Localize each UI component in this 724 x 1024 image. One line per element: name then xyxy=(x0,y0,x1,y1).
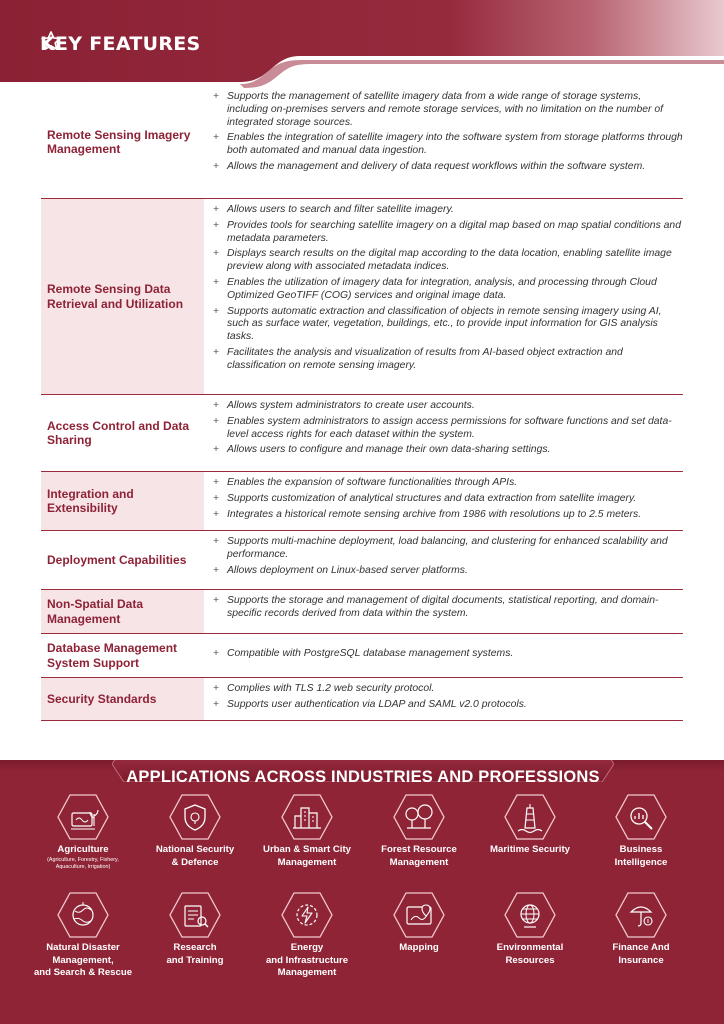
feature-item: + Supports customization of analytical structures and data extraction from satellite imagery. xyxy=(211,493,683,506)
application-agriculture xyxy=(27,794,139,871)
application-energy-infrastructure xyxy=(251,892,363,980)
feature-item: + Supports the management of satellite imagery data from a wide range of storage systems, including on-premises servers and remote storage services, with no limitation on the number of integrated storage sources. xyxy=(211,91,683,129)
application-forest-resource xyxy=(363,794,475,869)
feature-item: + Supports automatic extraction and classification of objects in remote sensing imagery using AI, such as surface water, vegetation, buildings, etc., to provide input information for GIS analysis tasks. xyxy=(211,306,683,344)
research-icon xyxy=(169,892,221,938)
feature-category: Security Standards xyxy=(41,678,204,720)
feature-row xyxy=(41,678,683,721)
disaster-icon xyxy=(57,892,109,938)
feature-description xyxy=(204,395,683,471)
application-label: Natural Disaster Management, and Search & Rescue xyxy=(33,942,133,979)
feature-category: Non-Spatial Data Management xyxy=(41,590,204,633)
application-label: Environmental Resources xyxy=(496,942,564,966)
feature-item: + Provides tools for searching satellite imagery on a digital map based on map spatial conditions and metadata parameters. xyxy=(211,220,683,246)
application-label: Urban & Smart City Management xyxy=(263,844,351,868)
application-label: Agriculture xyxy=(57,844,109,855)
application-mapping xyxy=(363,892,475,955)
application-national-security xyxy=(139,794,251,869)
feature-description xyxy=(204,86,683,198)
finance-icon xyxy=(615,892,667,938)
feature-category: Remote Sensing Data Retrieval and Utilization xyxy=(41,199,204,394)
city-icon xyxy=(281,794,333,840)
application-environmental-resources xyxy=(474,892,586,967)
feature-item: + Allows system administrators to create user accounts. xyxy=(211,400,683,413)
feature-item: + Supports the storage and management of digital documents, statistical reporting, and domain-specific records derived from data within the system. xyxy=(211,595,683,621)
feature-row xyxy=(41,86,683,199)
banner-heading xyxy=(40,30,201,58)
application-business-intelligence xyxy=(585,794,697,869)
feature-description xyxy=(204,472,683,530)
features-table xyxy=(41,86,683,721)
feature-category: Integration and Extensibility xyxy=(41,472,204,530)
feature-category: Remote Sensing Imagery Management xyxy=(47,127,191,156)
applications-title: APPLICATIONS ACROSS INDUSTRIES AND PROFESSIONS xyxy=(126,768,600,786)
globe-icon xyxy=(504,892,556,938)
feature-row xyxy=(41,199,683,395)
application-label: Maritime Security xyxy=(490,844,570,855)
application-label: Research and Training xyxy=(166,942,224,966)
agriculture-icon xyxy=(57,794,109,840)
shield-icon xyxy=(169,794,221,840)
feature-row xyxy=(41,634,683,678)
application-label: Energy and Infrastructure Management xyxy=(265,942,349,979)
application-label: Finance And Insurance xyxy=(612,942,670,966)
key-features-banner xyxy=(0,0,724,88)
application-maritime-security xyxy=(474,794,586,857)
feature-item: + Displays search results on the digital map according to the data location, enabling satellite image preview along with associated metadata indices. xyxy=(211,248,683,274)
feature-item: + Enables system administrators to assign access permissions for software functions and set data-level access rights for each dataset within the system. xyxy=(211,416,683,442)
feature-item: + Supports multi-machine deployment, load balancing, and clustering for enhanced scalability and performance. xyxy=(211,536,683,562)
star-icon xyxy=(40,30,62,52)
business-intelligence-icon xyxy=(615,794,667,840)
feature-category: Access Control and Data Sharing xyxy=(47,418,190,447)
feature-item: + Complies with TLS 1.2 web security protocol. xyxy=(211,683,683,696)
feature-item: + Supports user authentication via LDAP and SAML v2.0 protocols. xyxy=(211,699,683,712)
feature-description xyxy=(204,531,683,589)
feature-row xyxy=(41,531,683,590)
feature-item: + Facilitates the analysis and visualization of results from AI-based object extraction and classification on remote sensing imagery. xyxy=(211,347,683,373)
feature-description xyxy=(204,590,683,633)
map-icon xyxy=(393,892,445,938)
feature-item: + Enables the integration of satellite imagery into the software system from storage platforms through both automated and manual data ingestion. xyxy=(211,132,683,158)
feature-category: Deployment Capabilities xyxy=(47,552,187,567)
application-urban-smart-city xyxy=(251,794,363,869)
forest-icon xyxy=(393,794,445,840)
feature-description xyxy=(204,634,683,677)
applications-section xyxy=(0,760,724,1024)
feature-category: Database Management System Support xyxy=(47,641,178,670)
feature-row xyxy=(41,590,683,634)
feature-row xyxy=(41,472,683,531)
feature-description xyxy=(204,678,683,720)
feature-item: + Allows deployment on Linux-based server platforms. xyxy=(211,565,683,578)
energy-icon xyxy=(281,892,333,938)
application-finance-insurance xyxy=(585,892,697,967)
application-natural-disaster xyxy=(27,892,139,980)
application-label: National Security & Defence xyxy=(155,844,235,868)
feature-item: + Allows users to search and filter satellite imagery. xyxy=(211,204,683,217)
lighthouse-icon xyxy=(504,794,556,840)
application-label: Forest Resource Management xyxy=(381,844,457,868)
application-label: Mapping xyxy=(399,942,439,953)
applications-ribbon xyxy=(112,760,614,786)
feature-item: + Integrates a historical remote sensing archive from 1986 with resolutions up to 2.5 meters. xyxy=(211,509,683,522)
application-sublabel: (Agriculture, Forestry, Fishery, Aquaculture, Irrigation) xyxy=(47,856,119,870)
feature-row xyxy=(41,395,683,472)
application-label: Business Intelligence xyxy=(614,844,668,868)
feature-item: + Allows users to configure and manage their own data-sharing settings. xyxy=(211,444,683,457)
feature-description xyxy=(204,199,683,394)
page-title: KEY FEATURES xyxy=(40,33,201,55)
application-research-training xyxy=(139,892,251,967)
feature-item: + Enables the expansion of software functionalities through APIs. xyxy=(211,477,683,490)
feature-item: + Compatible with PostgreSQL database management systems. xyxy=(211,648,513,661)
feature-item: + Allows the management and delivery of data request workflows within the software system. xyxy=(211,161,683,174)
feature-item: + Enables the utilization of imagery data for integration, analysis, and processing through Cloud Optimized GeoTIFF (COG) services and original image data. xyxy=(211,277,683,303)
